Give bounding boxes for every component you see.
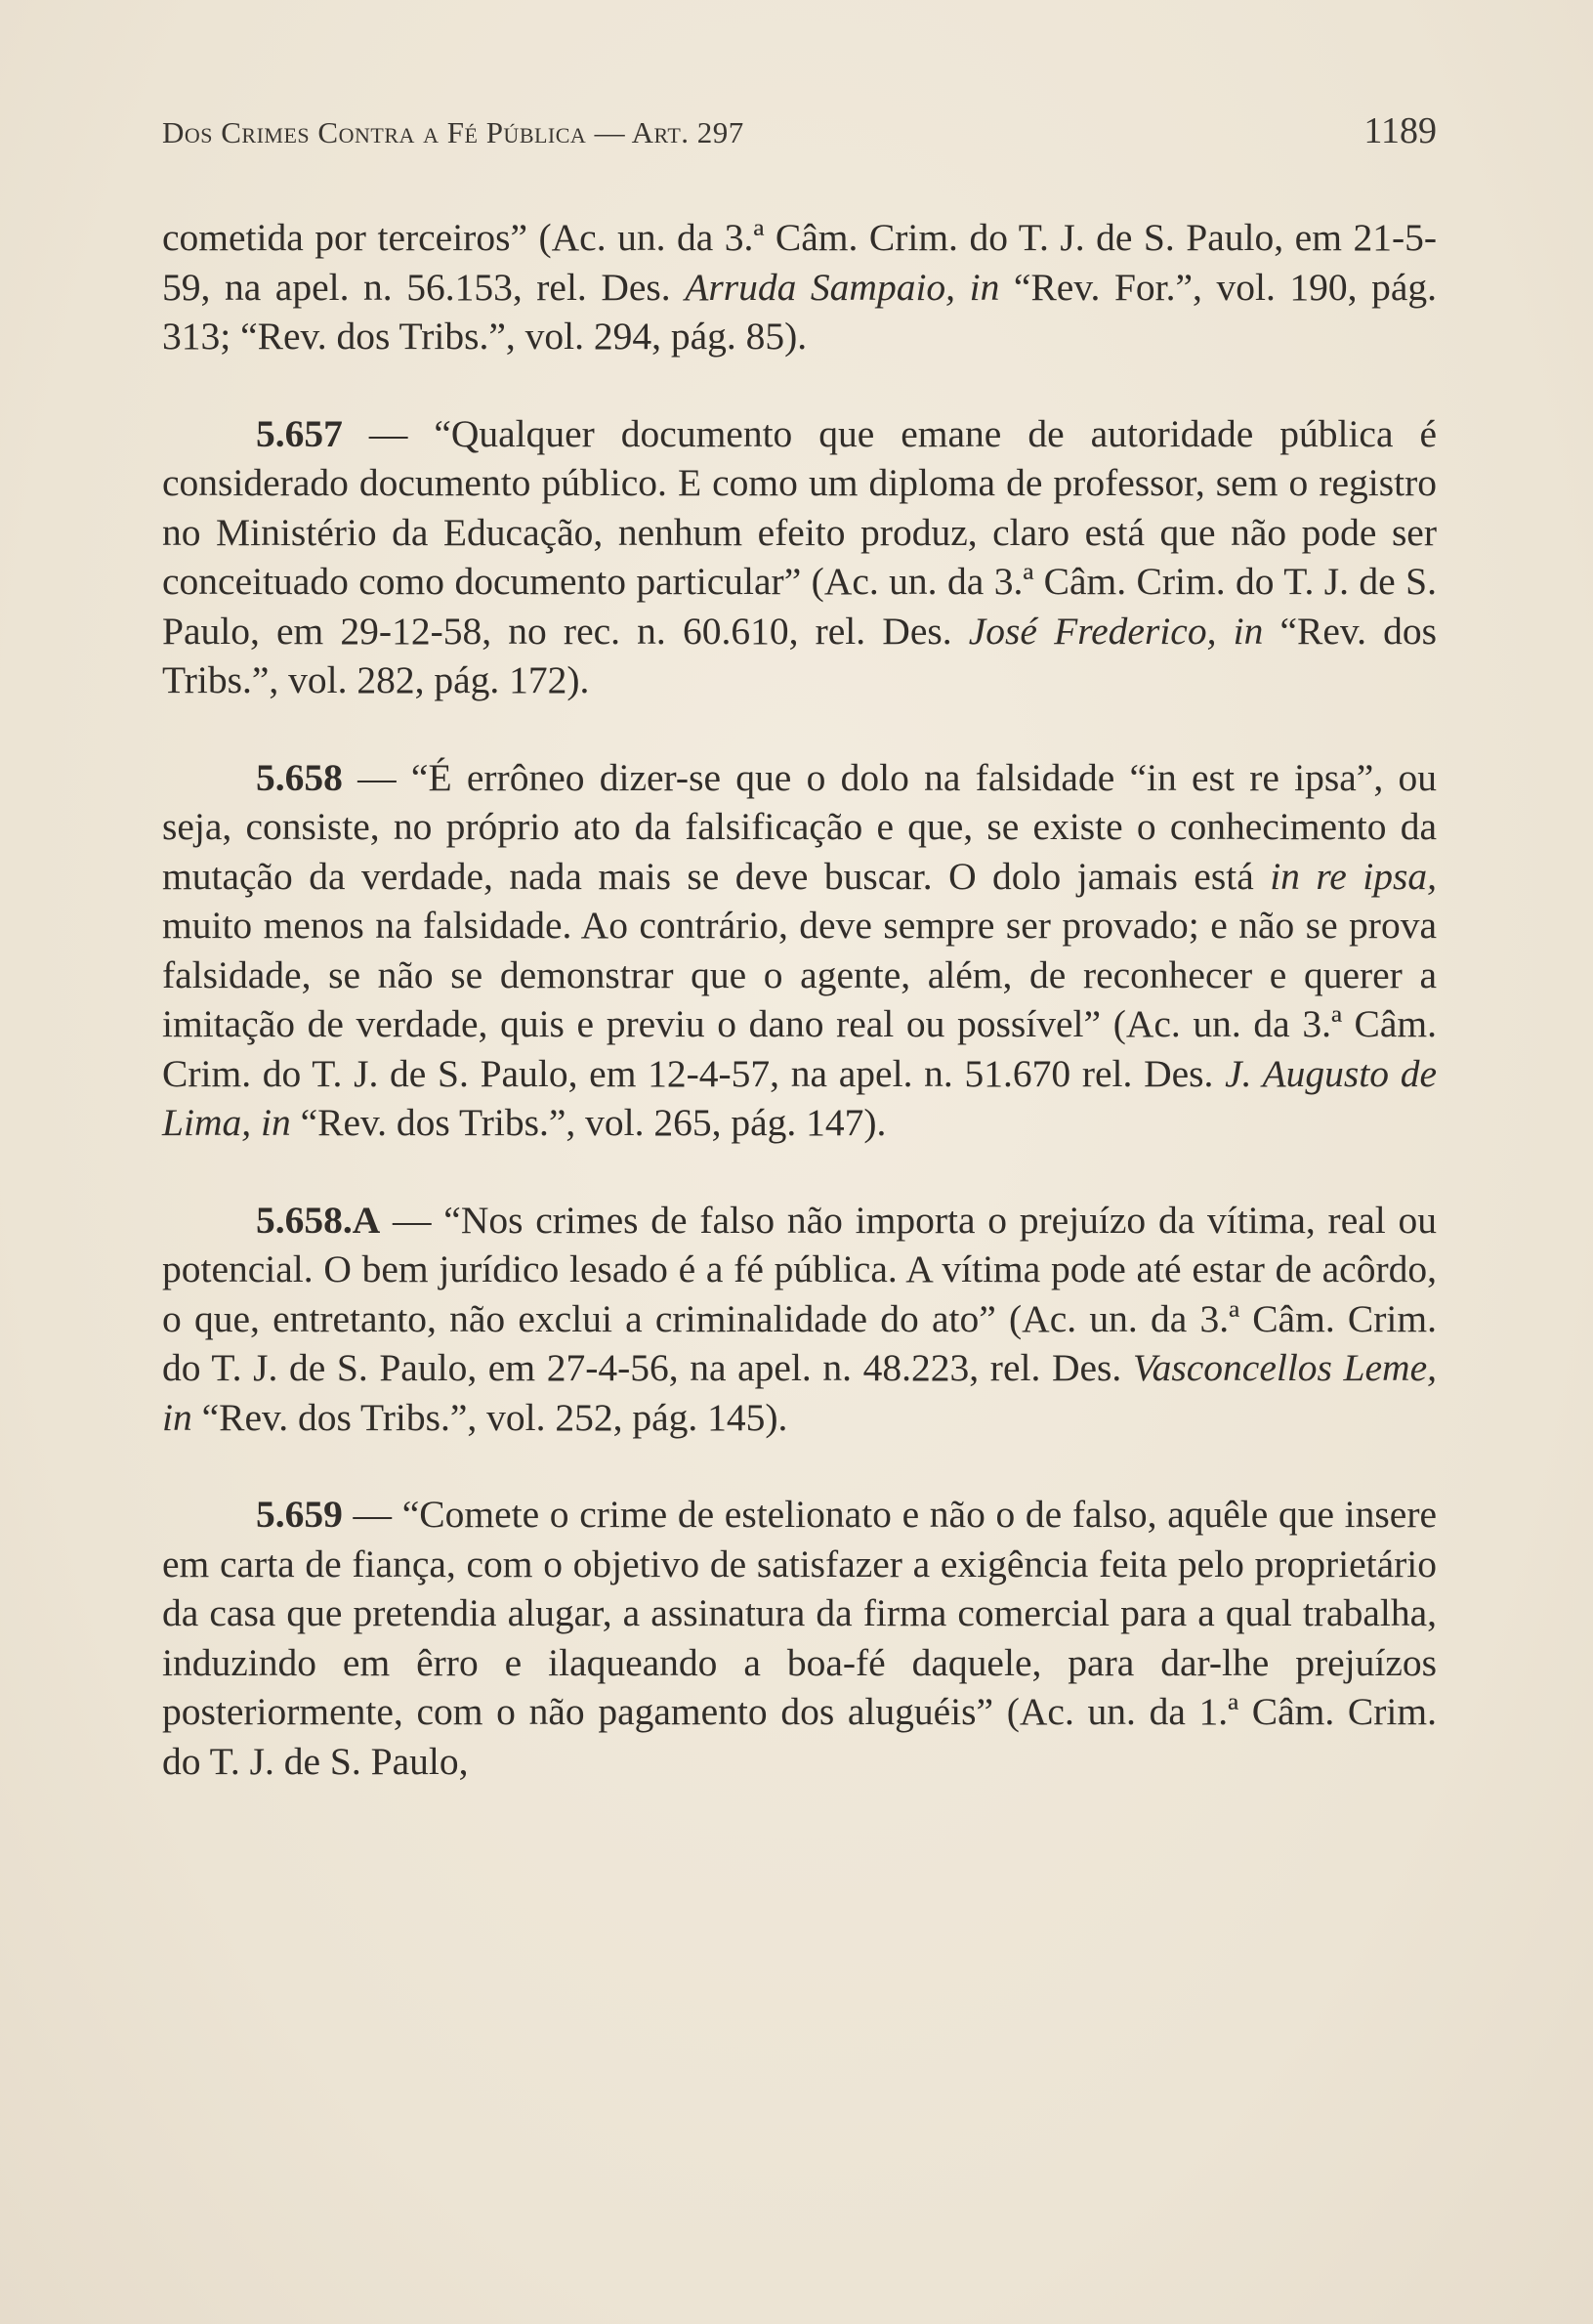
text-segment: — “Comete o crime de estelionato e não o de falso, aquêle que insere em carta de fiança, com o objetivo de satisfazer a exigência feita pelo proprietário da casa que pretendia alugar, a assinatura da firma comercial para a qual trabalha, induzindo em êrro e ilaqueando a boa-fé daquele, para dar-lhe prejuízos posteriormente, com o não pagamento dos aluguéis” (Ac. un. da 1.ª Câm. Crim. do T. J. de S. Paulo,: [162, 1493, 1437, 1783]
entry-number: 5.658: [256, 755, 343, 799]
entry-number: 5.657: [256, 411, 343, 455]
page-header: [162, 109, 1437, 168]
body-text: [162, 213, 1437, 1786]
text-segment: — “Qualquer documento que emane de autoridade pública é considerado documento público. E como um diploma de professor, sem o registro no Ministério da Educação, nenhum efeito produz, claro está que não pode ser conceituado como documento particular” (Ac. un. da 3.ª Câm. Crim. do T. J. de S. Paulo, em 29-12-58, no rec. n. 60.610, rel. Des.: [162, 411, 1437, 653]
entry-number: 5.658.A: [256, 1198, 381, 1242]
text-segment: muito menos na falsidade. Ao contrário, deve sempre ser provado; e não se prova falsidade, se não se demonstrar que o agente, além, de reconhecer e querer a imitação de verdade, quis e previu o dano real ou possível” (Ac. un. da 3.ª Câm. Crim. do T. J. de S. Paulo, em 12-4-57, na apel. n. 51.670 rel. Des.: [162, 904, 1437, 1095]
continuation-paragraph: [162, 213, 1437, 361]
text-segment: “Rev. dos Tribs.”, vol. 265, pág. 147).: [290, 1101, 887, 1144]
italic-segment: in re ipsa,: [1270, 854, 1437, 898]
page-number: 1189: [1363, 110, 1437, 151]
text-segment: “Rev. dos Tribs.”, vol. 252, pág. 145).: [191, 1395, 788, 1439]
italic-segment: J. Augusto de Lima, in: [162, 1051, 1437, 1144]
text-segment: — “Nos crimes de falso não importa o prejuízo da vítima, real ou potencial. O bem jurídico lesado é a fé pública. A vítima pode até estar de acôrdo, o que, entretanto, não exclui a criminalidade do ato” (Ac. un. da 3.ª Câm. Crim. do T. J. de S. Paulo, em 27-4-56, na apel. n. 48.223, rel. Des.: [162, 1198, 1437, 1389]
text-segment: “Rev. dos Tribs.”, vol. 282, pág. 172).: [162, 609, 1437, 701]
entry-5657: [162, 409, 1437, 705]
text-segment: cometida por terceiros” (Ac. un. da 3.ª Câm. Crim. do T. J. de S. Paulo, em 21-5-59, na apel. n. 56.153, rel. Des.: [162, 216, 1437, 309]
italic-segment: José Frederico, in: [968, 609, 1264, 653]
entry-5658a: [162, 1196, 1437, 1443]
running-head: Dos Crimes Contra a Fé Pública — Art. 297: [162, 115, 744, 149]
text-segment: “Rev. For.”, vol. 190, pág. 313; “Rev. dos Tribs.”, vol. 294, pág. 85).: [162, 265, 1437, 358]
entry-5659: [162, 1490, 1437, 1786]
entry-number: 5.659: [256, 1493, 343, 1536]
text-segment: — “É errôneo dizer-se que o dolo na falsidade “in est re ipsa”, ou seja, consiste, no próprio ato da falsificação e que, se existe o conhecimento da mutação da verdade, nada mais se deve buscar. O dolo jamais está: [162, 755, 1437, 898]
entry-5658: [162, 753, 1437, 1148]
italic-segment: Vasconcellos Leme, in: [162, 1346, 1437, 1439]
italic-segment: Arruda Sampaio, in: [685, 265, 1000, 309]
